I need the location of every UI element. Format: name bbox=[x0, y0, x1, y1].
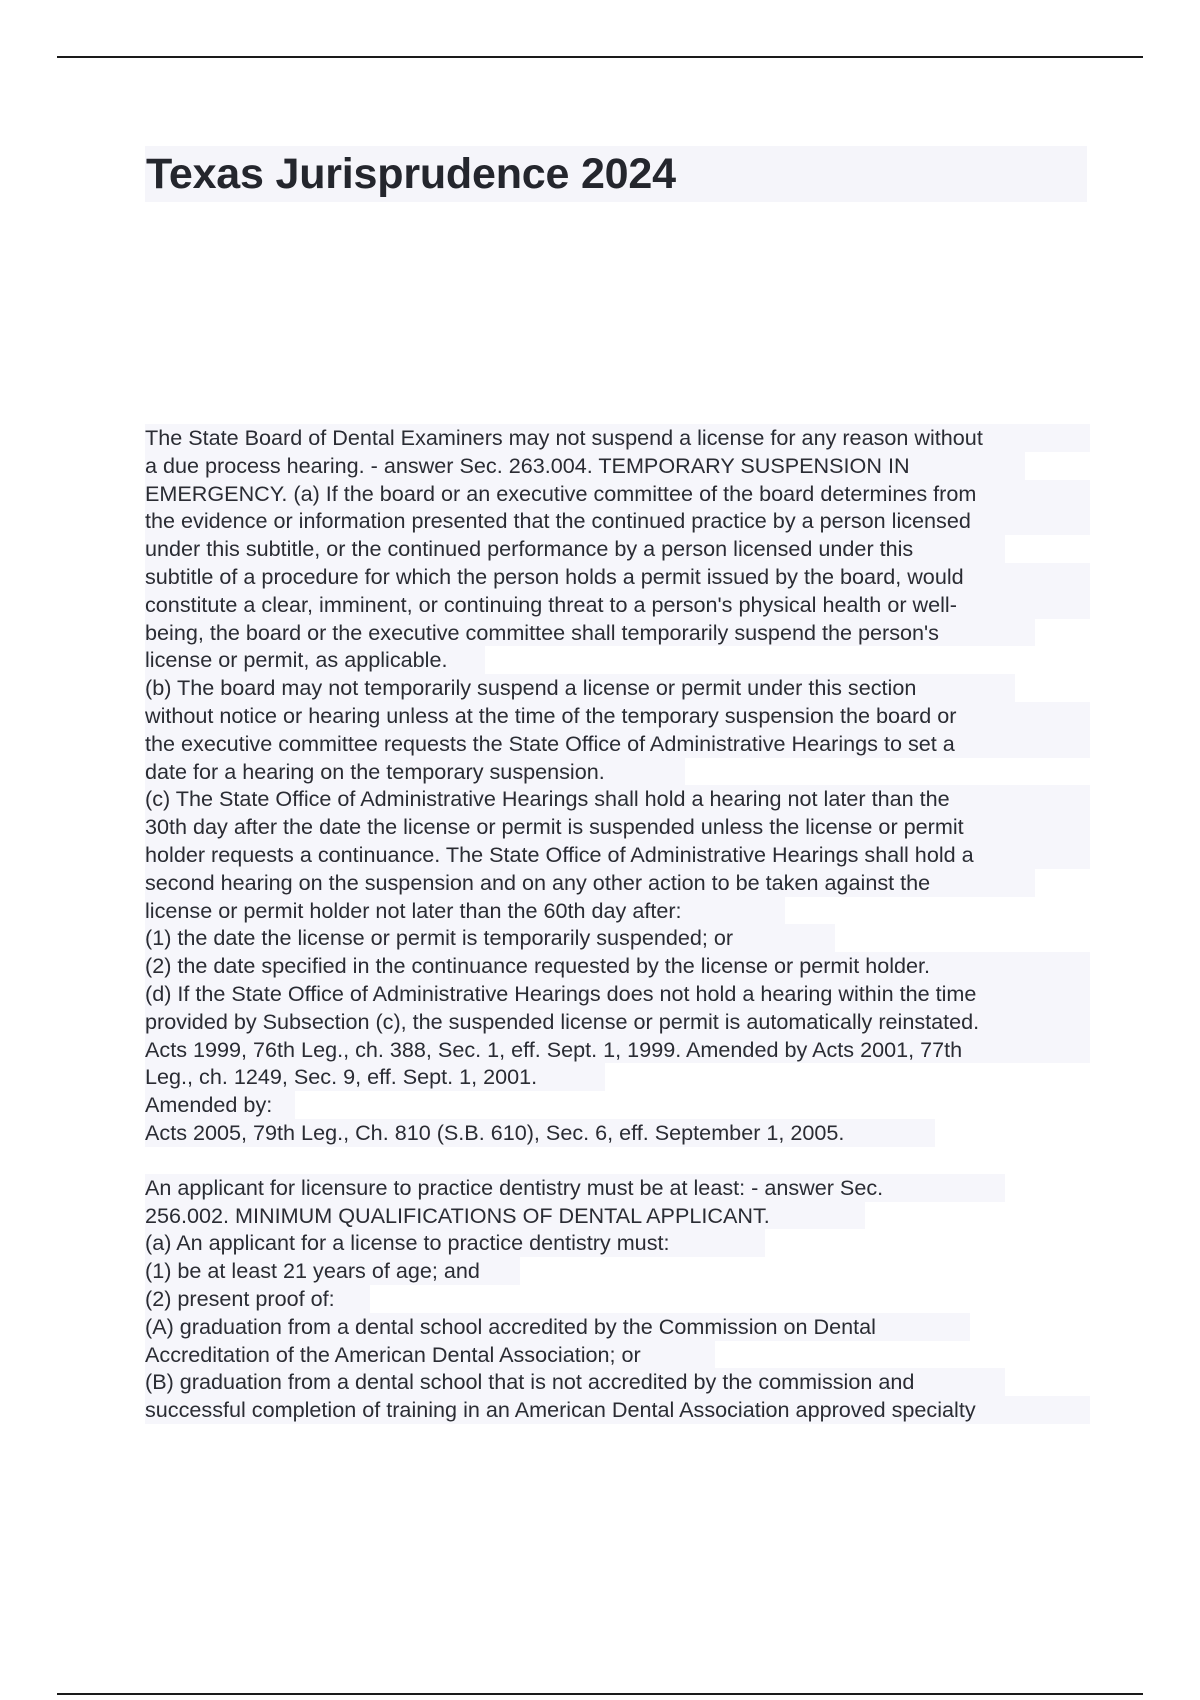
document-title: Texas Jurisprudence 2024 bbox=[146, 150, 676, 198]
text-line: Acts 2005, 79th Leg., Ch. 810 (S.B. 610), Sec. 6, eff. September 1, 2005. bbox=[145, 1119, 935, 1147]
text-line: (2) the date specified in the continuance requested by the license or permit holder. bbox=[145, 952, 1090, 980]
text-line: successful completion of training in an American Dental Association approved specialty bbox=[145, 1396, 1090, 1424]
text-line: date for a hearing on the temporary suspension. bbox=[145, 758, 685, 786]
text-line: license or permit, as applicable. bbox=[145, 646, 485, 674]
text-line: 30th day after the date the license or permit is suspended unless the license or permit bbox=[145, 813, 1090, 841]
text-line: (a) An applicant for a license to practice dentistry must: bbox=[145, 1229, 765, 1257]
top-rule bbox=[57, 56, 1143, 58]
text-line: (b) The board may not temporarily suspend a license or permit under this section bbox=[145, 674, 1015, 702]
text-line: the evidence or information presented that the continued practice by a person licensed bbox=[145, 507, 1090, 535]
text-line: (2) present proof of: bbox=[145, 1285, 370, 1313]
text-line: being, the board or the executive committee shall temporarily suspend the person's bbox=[145, 619, 1035, 647]
qa-entry-qualifications bbox=[145, 1174, 1090, 1424]
text-line: Leg., ch. 1249, Sec. 9, eff. Sept. 1, 2001. bbox=[145, 1063, 605, 1091]
text-line: under this subtitle, or the continued performance by a person licensed under this bbox=[145, 535, 1005, 563]
text-line: license or permit holder not later than the 60th day after: bbox=[145, 897, 785, 925]
text-line: (c) The State Office of Administrative Hearings shall hold a hearing not later than the bbox=[145, 785, 1090, 813]
text-line: constitute a clear, imminent, or continuing threat to a person's physical health or well- bbox=[145, 591, 1090, 619]
text-line: (B) graduation from a dental school that is not accredited by the commission and bbox=[145, 1368, 1005, 1396]
text-line: (A) graduation from a dental school accredited by the Commission on Dental bbox=[145, 1313, 970, 1341]
text-line: (1) the date the license or permit is temporarily suspended; or bbox=[145, 924, 835, 952]
text-line: a due process hearing. - answer Sec. 263.004. TEMPORARY SUSPENSION IN bbox=[145, 452, 1025, 480]
text-line: subtitle of a procedure for which the person holds a permit issued by the board, would bbox=[145, 563, 1090, 591]
text-line: Amended by: bbox=[145, 1091, 295, 1119]
text-line: Acts 1999, 76th Leg., ch. 388, Sec. 1, eff. Sept. 1, 1999. Amended by Acts 2001, 77th bbox=[145, 1036, 1090, 1064]
document-body bbox=[145, 424, 1090, 1451]
text-line: An applicant for licensure to practice dentistry must be at least: - answer Sec. bbox=[145, 1174, 1005, 1202]
text-line: without notice or hearing unless at the time of the temporary suspension the board or bbox=[145, 702, 1090, 730]
text-line: The State Board of Dental Examiners may not suspend a license for any reason without bbox=[145, 424, 1090, 452]
text-line: (1) be at least 21 years of age; and bbox=[145, 1257, 520, 1285]
text-line: the executive committee requests the State Office of Administrative Hearings to set a bbox=[145, 730, 1090, 758]
text-line: provided by Subsection (c), the suspended license or permit is automatically reinstated. bbox=[145, 1008, 1090, 1036]
text-line: EMERGENCY. (a) If the board or an executive committee of the board determines from bbox=[145, 480, 1090, 508]
text-line: Accreditation of the American Dental Association; or bbox=[145, 1341, 715, 1369]
text-line: second hearing on the suspension and on any other action to be taken against the bbox=[145, 869, 1035, 897]
text-line: 256.002. MINIMUM QUALIFICATIONS OF DENTAL APPLICANT. bbox=[145, 1202, 865, 1230]
bottom-rule bbox=[57, 1693, 1143, 1695]
qa-entry-suspension bbox=[145, 424, 1090, 1147]
text-line: (d) If the State Office of Administrative Hearings does not hold a hearing within the time bbox=[145, 980, 1090, 1008]
text-line: holder requests a continuance. The State Office of Administrative Hearings shall hold a bbox=[145, 841, 1090, 869]
